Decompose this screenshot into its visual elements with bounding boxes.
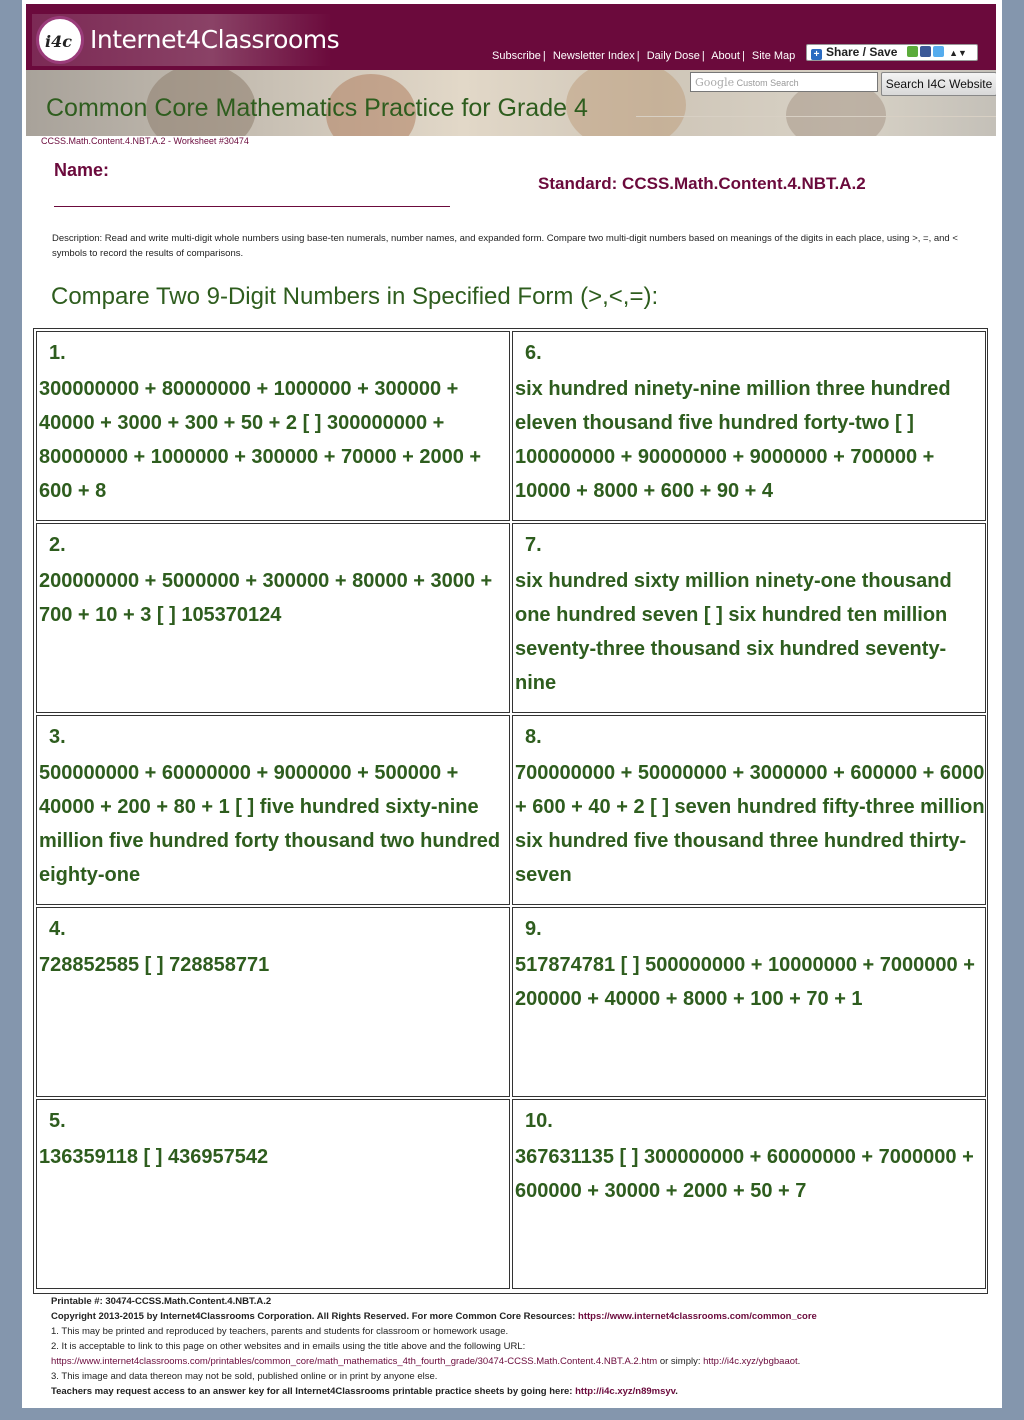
share-email-icon [907, 46, 918, 57]
problem-number: 3. [49, 726, 66, 748]
worksheet-long-link[interactable]: https://www.internet4classrooms.com/printables/common_core/math_mathematics_4th_fourth_grade/30474-CCSS.Math.Content.4.NBT.A.2.htm [51, 1356, 658, 1367]
problem-number: 1. [49, 342, 66, 364]
problem-cell [36, 907, 510, 1097]
problem-cell [512, 1099, 986, 1289]
problem-number: 5. [49, 1110, 66, 1132]
google-logo: Google [695, 76, 735, 89]
name-blank-line [54, 206, 450, 207]
problem-number: 8. [525, 726, 542, 748]
problem-cell [512, 331, 986, 521]
footer [51, 1294, 991, 1399]
logo-text: Internet4Classrooms [90, 25, 340, 54]
copyright-text: Copyright 2013-2015 by Internet4Classrooms Corporation. All Rights Reserved. For more Common Core Resources: [51, 1311, 579, 1322]
answer-key-text: Teachers may request access to an answer key for all Internet4Classrooms printable practice sheets by going here: [51, 1386, 576, 1397]
title-banner [26, 70, 996, 136]
problem-text: 517874781 [ ] 500000000 + 10000000 + 7000000 + 200000 + 40000 + 8000 + 100 + 70 + 1 [515, 954, 975, 1010]
search-button[interactable]: Search I4C Website [881, 72, 996, 96]
problem-text: 500000000 + 60000000 + 9000000 + 500000 + 40000 + 200 + 80 + 1 [ ] five hundred sixty-nine million five hundred forty thousand two hundred eighty-one [39, 762, 501, 886]
problem-text: 300000000 + 80000000 + 1000000 + 300000 + 40000 + 3000 + 300 + 50 + 2 [ ] 300000000 + 80000000 + 1000000 + 300000 + 70000 + 2000 + 600 + 8 [39, 378, 482, 502]
share-plus-icon: + [811, 49, 822, 60]
top-navigation: Subscribe | Newsletter Index | Daily Dose | About | Site Map [492, 50, 796, 62]
share-save-button[interactable] [806, 44, 978, 61]
problem-text: 728852585 [ ] 728858771 [39, 954, 270, 976]
problem-number: 9. [525, 918, 542, 940]
dropdown-arrows-icon: ▲▼ [949, 48, 967, 58]
answer-key-note: Teachers may request access to an answer key for all Internet4Classrooms printable practice sheets by going here: http://i4c.xyz/n89msyv. [51, 1386, 678, 1397]
footer-note-3: 3. This image and data thereon may not be sold, published online or in print by anyone else. [51, 1371, 438, 1382]
problem-number: 10. [525, 1110, 553, 1132]
problem-text: 200000000 + 5000000 + 300000 + 80000 + 3000 + 700 + 10 + 3 [ ] 105370124 [39, 570, 493, 626]
problem-cell [36, 715, 510, 905]
logo-badge [36, 16, 84, 64]
problem-text: 700000000 + 50000000 + 3000000 + 600000 + 6000 + 600 + 40 + 2 [ ] seven hundred fifty-three million six hundred five thousand three hundred thirty-seven [515, 762, 985, 886]
problem-cell [36, 331, 510, 521]
search-input[interactable] [690, 72, 878, 92]
name-label: Name: [54, 160, 110, 180]
footer-note-2: 2. It is acceptable to link to this page on other websites and in emails using the title above and the following URL: [51, 1341, 526, 1352]
copyright [51, 1309, 991, 1324]
twitter-icon [933, 46, 944, 57]
problem-number: 4. [49, 918, 66, 940]
problem-number: 6. [525, 342, 542, 364]
answer-key-link[interactable]: http://i4c.xyz/n89msyv [575, 1386, 676, 1397]
common-core-link[interactable]: https://www.internet4classrooms.com/common_core [578, 1311, 817, 1322]
problem-number: 2. [49, 534, 66, 556]
problem-cell [512, 715, 986, 905]
problem-cell [36, 1099, 510, 1289]
page-title: Common Core Mathematics Practice for Grade 4 [46, 94, 588, 122]
problem-text: 367631135 [ ] 300000000 + 60000000 + 7000000 + 600000 + 30000 + 2000 + 50 + 7 [515, 1146, 974, 1202]
facebook-icon [920, 46, 931, 57]
problems-grid [33, 328, 988, 1294]
footer-note-2-urls: https://www.internet4classrooms.com/printables/common_core/math_mathematics_4th_fourth_grade/30474-CCSS.Math.Content.4.NBT.A.2.htm or simply: http://i4c.xyz/ybgbaaot. [51, 1356, 801, 1367]
problem-cell [512, 523, 986, 713]
description: Description: Read and write multi-digit whole numbers using base-ten numerals, number names, and expanded form. Compare two multi-digit numbers based on meanings of the digits in each place, using >, =, and < symbols to record the results of comparisons. [52, 233, 958, 259]
printable-number: Printable #: 30474-CCSS.Math.Content.4.NBT.A.2 [51, 1296, 272, 1307]
worksheet-page [22, 0, 1002, 1408]
problem-cell [512, 907, 986, 1097]
problem-text: six hundred sixty million ninety-one thousand one hundred seven [ ] six hundred ten million seventy-three thousand six hundred seventy-nine [515, 570, 952, 694]
problem-cell [36, 523, 510, 713]
standard-label: Standard: CCSS.Math.Content.4.NBT.A.2 [538, 174, 866, 193]
problem-text: 136359118 [ ] 436957542 [39, 1146, 269, 1168]
or-simply-text: or simply: [657, 1356, 704, 1367]
section-title: Compare Two 9-Digit Numbers in Specified Form (>,<,=): [51, 283, 659, 310]
nav-about[interactable]: About [711, 50, 740, 62]
footer-note-1: 1. This may be printed and reproduced by teachers, parents and students for classroom or homework usage. [51, 1326, 509, 1337]
search-placeholder: Custom Search [736, 78, 799, 88]
worksheet-short-link[interactable]: http://i4c.xyz/ybgbaaot [703, 1356, 798, 1367]
nav-subscribe[interactable]: Subscribe [492, 50, 541, 62]
nav-daily-dose[interactable]: Daily Dose [646, 50, 700, 62]
nav-site-map[interactable]: Site Map [751, 50, 796, 62]
problem-number: 7. [525, 534, 542, 556]
problem-text: six hundred ninety-nine million three hundred eleven thousand five hundred forty-two [ ] 100000000 + 90000000 + 9000000 + 700000 + 10000 + 8000 + 600 + 90 + 4 [515, 378, 951, 502]
logo-badge-text: i4c [45, 32, 72, 51]
share-label: Share / Save [826, 45, 898, 59]
title-divider [636, 116, 996, 117]
site-logo[interactable] [32, 14, 340, 66]
worksheet-id: CCSS.Math.Content.4.NBT.A.2 - Worksheet #30474 [41, 136, 249, 146]
site-header [26, 4, 996, 70]
nav-newsletter-index[interactable]: Newsletter Index [552, 50, 635, 62]
